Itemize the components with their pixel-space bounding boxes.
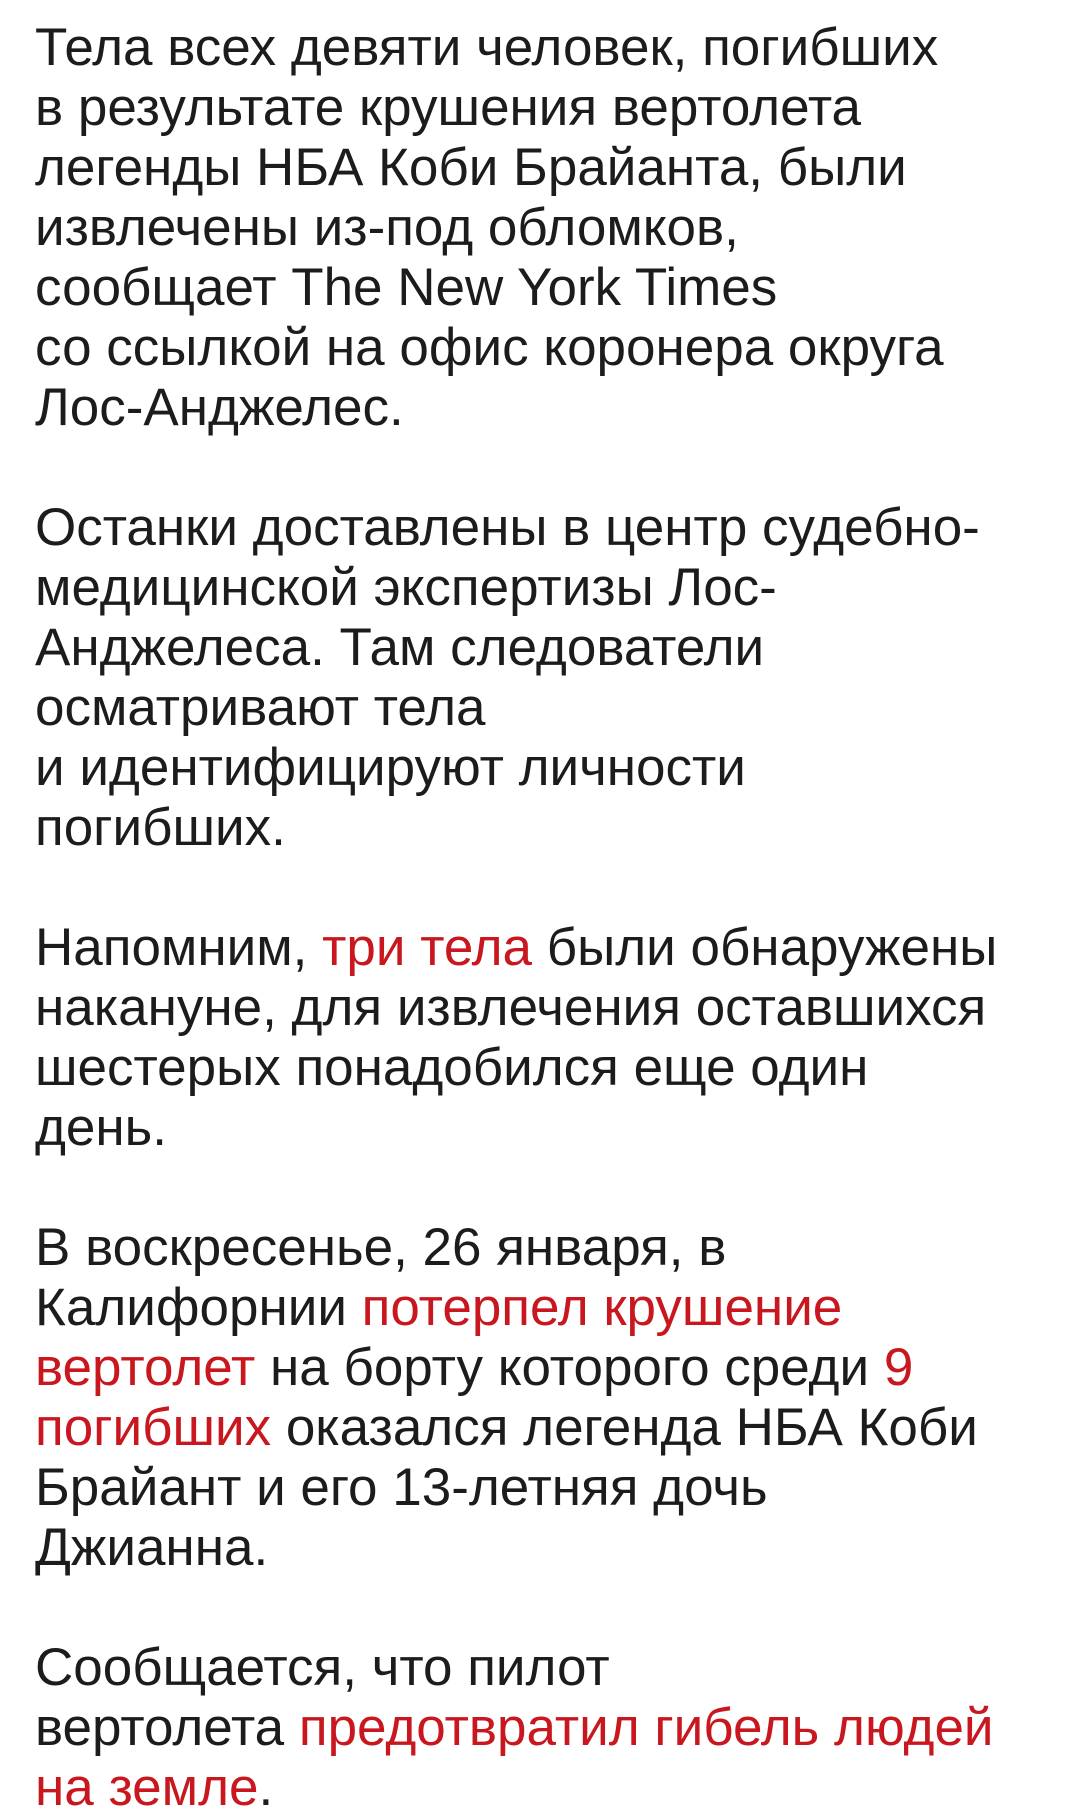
link-helicopter-crash[interactable]: потерпел крушение (361, 1278, 843, 1337)
text-line (35, 1698, 1056, 1758)
text-line: легенды НБА Коби Брайанта, были (35, 138, 907, 197)
text-segment: на борту которого среди (255, 1338, 884, 1397)
text-line: со ссылкой на офис коронера округа (35, 318, 944, 377)
link-helicopter-crash[interactable]: вертолет (35, 1338, 256, 1397)
text-line: шестерых понадобился еще один (35, 1038, 869, 1097)
text-line: Джианна. (35, 1518, 269, 1577)
text-line (35, 1398, 1056, 1458)
paragraph-3 (35, 918, 1056, 1158)
paragraph-5 (35, 1638, 1056, 1818)
link-pilot-prevented[interactable]: предотвратил гибель людей (298, 1698, 994, 1757)
text-line: медицинской экспертизы Лос- (35, 558, 777, 617)
text-line: накануне, для извлечения оставшихся (35, 978, 987, 1037)
text-line: Анджелеса. Там следователи (35, 618, 765, 677)
text-segment: Калифорнии (35, 1278, 362, 1337)
link-three-bodies[interactable]: три тела (322, 918, 533, 977)
text-line: Брайант и его 13-летняя дочь (35, 1458, 768, 1517)
paragraph-2 (35, 498, 1056, 858)
text-line: и идентифицируют личности (35, 738, 746, 797)
link-pilot-prevented[interactable]: на земле (35, 1758, 259, 1817)
text-line: Сообщается, что пилот (35, 1638, 610, 1697)
text-line: Лос-Анджелес. (35, 378, 404, 437)
text-line: Тела всех девяти человек, погибших (35, 18, 939, 77)
text-line: погибших. (35, 798, 286, 857)
paragraph-4 (35, 1218, 1056, 1578)
text-segment: вертолета (35, 1698, 299, 1757)
text-line (35, 918, 1056, 978)
text-line: Останки доставлены в центр судебно- (35, 498, 980, 557)
text-line: извлечены из-под обломков, (35, 198, 739, 257)
text-segment: были обнаружены (532, 918, 998, 977)
text-segment: оказался легенда НБА Коби (271, 1398, 978, 1457)
text-line: в результате крушения вертолета (35, 78, 861, 137)
paragraph-1 (35, 18, 1056, 438)
text-segment: Напомним, (35, 918, 323, 977)
text-line: осматривают тела (35, 678, 486, 737)
link-nine-dead[interactable]: погибших (35, 1398, 272, 1457)
text-line: сообщает The New York Times (35, 258, 778, 317)
text-line: В воскресенье, 26 января, в (35, 1218, 727, 1277)
text-line: день. (35, 1098, 168, 1157)
text-line (35, 1278, 1056, 1338)
text-segment: . (258, 1758, 274, 1817)
link-nine-dead[interactable]: 9 (883, 1338, 914, 1397)
text-line (35, 1758, 1056, 1818)
text-line (35, 1338, 1056, 1398)
